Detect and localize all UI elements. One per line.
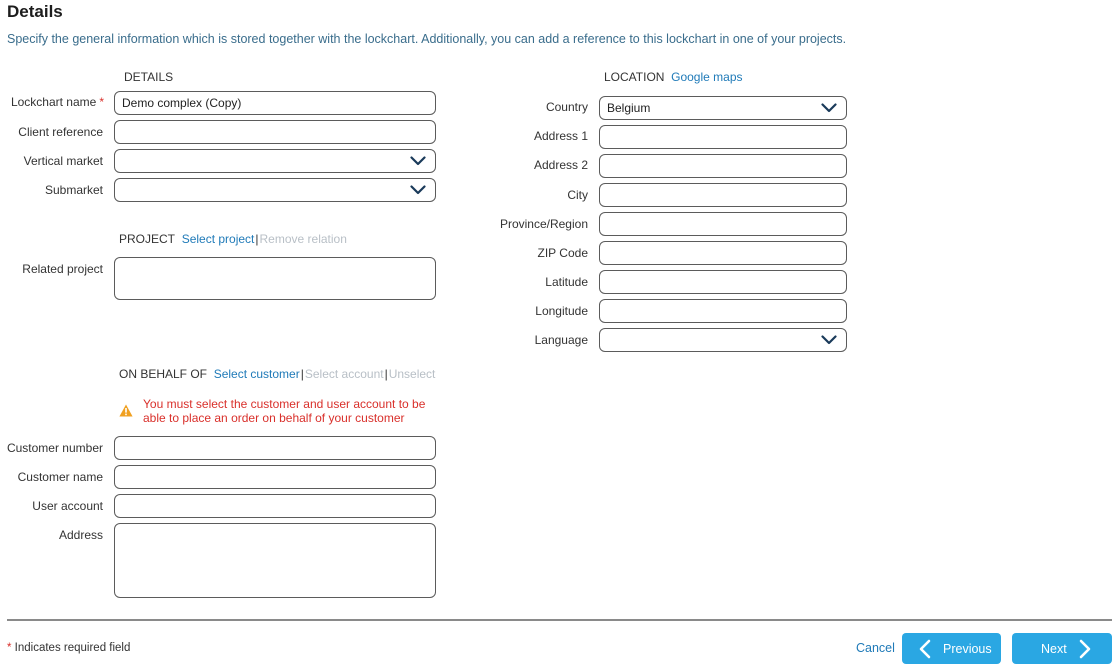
google-maps-link[interactable]: Google maps xyxy=(671,70,743,84)
latitude-label: Latitude xyxy=(545,275,588,289)
customer-name-label: Customer name xyxy=(17,470,103,484)
latitude-input[interactable] xyxy=(599,270,847,294)
address2-label: Address 2 xyxy=(533,158,588,172)
address2-input[interactable] xyxy=(599,154,847,178)
address-field[interactable] xyxy=(114,523,436,598)
city-label: City xyxy=(567,188,588,202)
client-reference-label: Client reference xyxy=(18,125,103,139)
unselect-link[interactable]: Unselect xyxy=(388,367,436,381)
remove-relation-link[interactable]: Remove relation xyxy=(259,232,347,246)
page-description: Specify the general information which is stored together with the lockchart. Additionally, you can add a reference to this lockchart in one of your projects. xyxy=(7,32,847,46)
user-account-input[interactable] xyxy=(114,494,436,518)
language-label: Language xyxy=(534,333,588,347)
link-separator: | xyxy=(300,367,304,381)
page-title: Details xyxy=(7,2,63,21)
address-label: Address xyxy=(58,528,103,542)
customer-number-label: Customer number xyxy=(6,441,103,455)
address1-label: Address 1 xyxy=(533,129,588,143)
next-button-label: Next xyxy=(1041,641,1067,656)
province-label: Province/Region xyxy=(499,217,588,231)
vertical-market-label: Vertical market xyxy=(23,154,103,168)
chevron-down-icon xyxy=(821,103,837,113)
warning-message xyxy=(143,397,425,425)
user-account-label: User account xyxy=(32,499,103,513)
details-heading: DETAILS xyxy=(124,70,174,84)
location-heading-row xyxy=(604,70,743,84)
province-input[interactable] xyxy=(599,212,847,236)
country-label: Country xyxy=(545,100,588,114)
address1-input[interactable] xyxy=(599,125,847,149)
previous-button[interactable] xyxy=(902,633,1001,664)
previous-button-label: Previous xyxy=(943,641,992,656)
project-heading-row xyxy=(119,232,347,246)
select-project-link[interactable]: Select project xyxy=(181,232,255,246)
submarket-label: Submarket xyxy=(44,183,103,197)
warning-line-2: able to place an order on behalf of your customer xyxy=(143,411,405,425)
footer-divider xyxy=(7,619,1112,621)
vertical-market-select[interactable] xyxy=(114,149,436,173)
chevron-down-icon xyxy=(410,156,426,166)
chevron-down-icon xyxy=(410,185,426,195)
required-marker: * xyxy=(7,642,12,654)
lockchart-name-label: Lockchart name * xyxy=(10,95,104,109)
select-account-link[interactable]: Select account xyxy=(304,367,384,381)
warning-triangle-icon xyxy=(119,404,133,417)
language-select[interactable] xyxy=(599,328,847,352)
behalf-heading: ON BEHALF OF xyxy=(119,367,208,381)
chevron-right-icon xyxy=(1078,639,1092,659)
select-customer-link[interactable]: Select customer xyxy=(213,367,300,381)
country-value: Belgium xyxy=(607,101,651,115)
location-heading: LOCATION xyxy=(604,70,665,84)
link-separator: | xyxy=(255,232,259,246)
next-button[interactable] xyxy=(1012,633,1112,664)
customer-name-input[interactable] xyxy=(114,465,436,489)
warning-line-1: You must select the customer and user account to be xyxy=(143,397,426,411)
related-project-field[interactable] xyxy=(114,257,436,300)
lockchart-name-input[interactable] xyxy=(114,91,436,115)
chevron-left-icon xyxy=(918,639,932,659)
longitude-input[interactable] xyxy=(599,299,847,323)
required-field-note: * Indicates required field xyxy=(7,642,131,654)
city-input[interactable] xyxy=(599,183,847,207)
zip-code-input[interactable] xyxy=(599,241,847,265)
required-marker: * xyxy=(99,95,104,109)
submarket-select[interactable] xyxy=(114,178,436,202)
behalf-heading-row xyxy=(119,367,435,381)
longitude-label: Longitude xyxy=(535,304,588,318)
project-heading: PROJECT xyxy=(119,232,176,246)
customer-number-input[interactable] xyxy=(114,436,436,460)
cancel-button[interactable]: Cancel xyxy=(856,641,895,655)
chevron-down-icon xyxy=(821,335,837,345)
client-reference-input[interactable] xyxy=(114,120,436,144)
zip-code-label: ZIP Code xyxy=(537,246,588,260)
related-project-label: Related project xyxy=(22,262,103,276)
country-select[interactable] xyxy=(599,96,847,120)
link-separator: | xyxy=(384,367,388,381)
